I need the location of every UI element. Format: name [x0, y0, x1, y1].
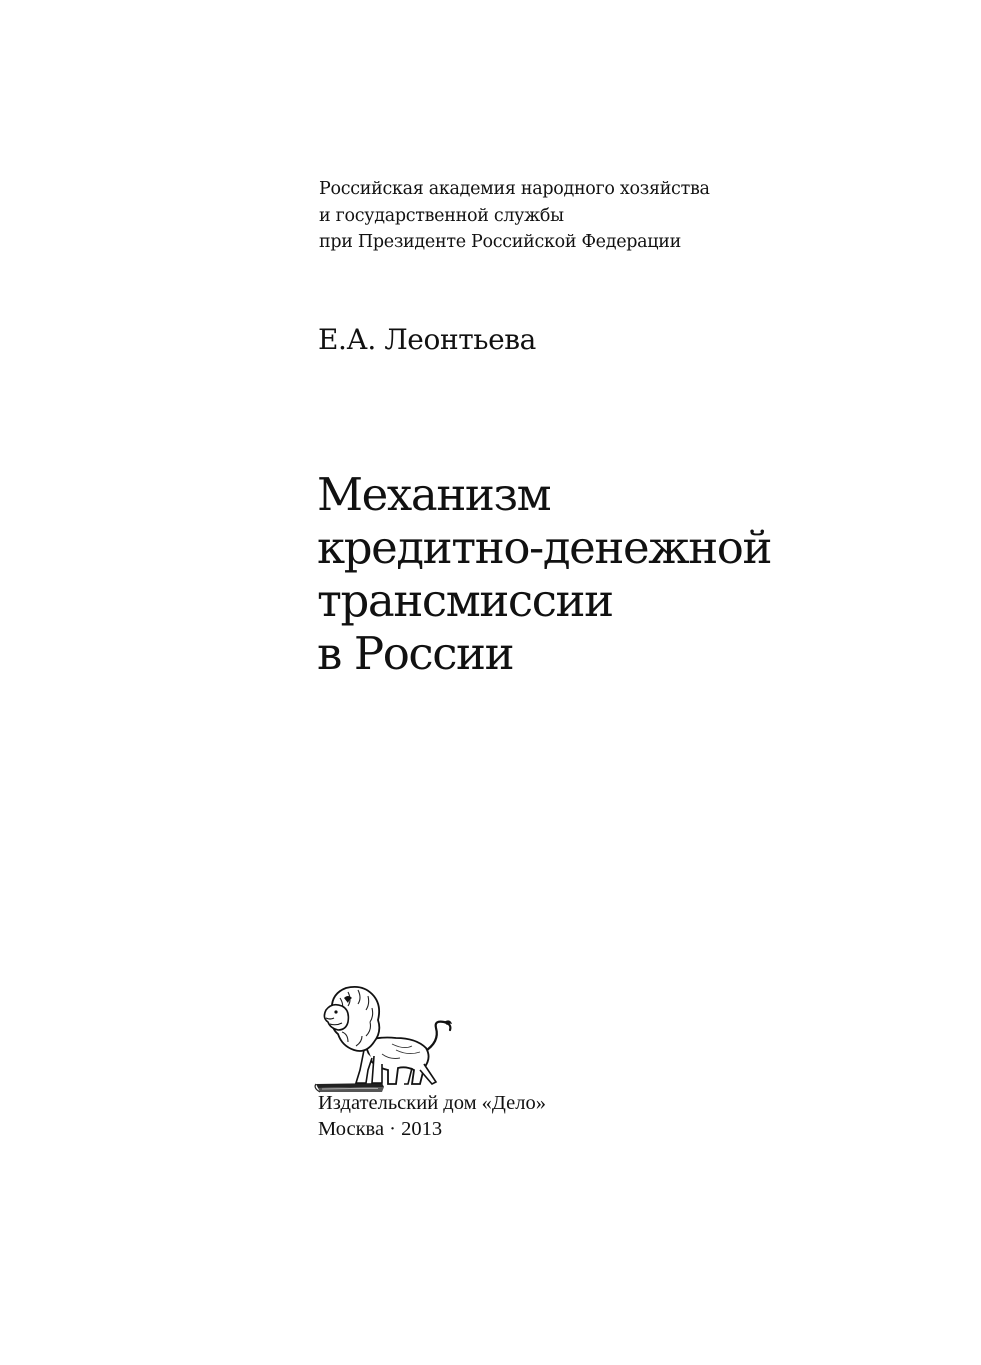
institution-name — [319, 176, 710, 256]
institution-line-1: Российская академия народного хозяйства — [319, 179, 710, 199]
publisher-name: Издательский дом «Дело» — [318, 1092, 546, 1114]
title-line-2: кредитно-денежной — [317, 521, 772, 574]
title-line-4: в России — [317, 627, 514, 680]
lion-on-book-icon — [312, 984, 462, 1096]
title-line-1: Механизм — [317, 468, 551, 521]
publisher-block — [318, 1090, 546, 1142]
author-name: Е.А. Леонтьева — [318, 323, 536, 356]
title-line-3: трансмиссии — [317, 574, 613, 627]
book-title — [317, 468, 771, 680]
publisher-city-year: Москва · 2013 — [318, 1118, 443, 1140]
institution-line-3: при Президенте Российской Федерации — [319, 232, 681, 252]
institution-line-2: и государственной службы — [319, 205, 564, 226]
